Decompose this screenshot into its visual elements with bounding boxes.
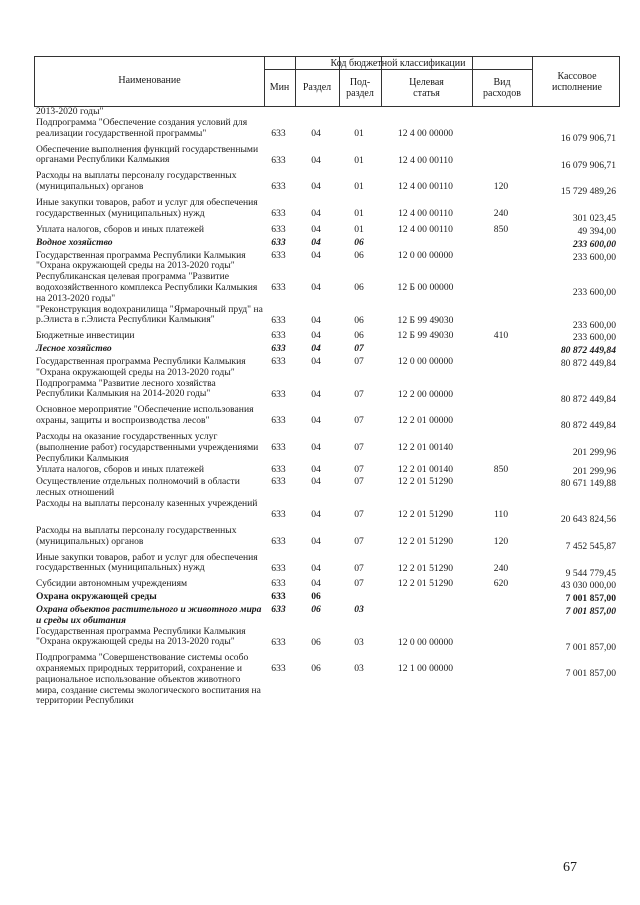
- cell-vid: [471, 344, 531, 357]
- cell-razdel: 04: [311, 330, 321, 342]
- table-row: [34, 592, 620, 605]
- header-celevaya: Целевая статья: [409, 77, 444, 99]
- cell-razdel: 04: [311, 208, 321, 220]
- cell-min: 633: [271, 535, 286, 547]
- cell-celevaya: 12 2 01 00140: [397, 463, 454, 475]
- cell-vid: [471, 653, 531, 707]
- cell-celevaya: 12 2 01 51290: [397, 535, 454, 547]
- cell-min: 633: [271, 603, 286, 615]
- header-razdel: Раздел: [302, 82, 332, 93]
- cell-celevaya: 12 0 00 00000: [397, 249, 454, 261]
- cell-razdel: 04: [311, 343, 321, 355]
- cell-min: 633: [271, 249, 286, 261]
- table-row: [34, 432, 620, 464]
- cell-min: 633: [271, 236, 286, 248]
- cell-celevaya: 12 2 01 51290: [397, 508, 454, 520]
- cell-sum: 301 023,45: [572, 213, 616, 225]
- cell-name: Иные закупки товаров, работ и услуг для обеспечения государственных (муниципальных) нужд: [36, 551, 258, 574]
- cell-min: 633: [271, 591, 286, 603]
- cell-vid: 850: [493, 223, 509, 235]
- cell-podrazdel: 03: [354, 663, 364, 675]
- table-row: [34, 499, 620, 526]
- header-divider: [532, 57, 533, 106]
- cell-name: Бюджетные инвестиции: [36, 330, 135, 342]
- cell-podrazdel: 06: [354, 282, 364, 294]
- cell-podrazdel: [338, 592, 380, 605]
- cell-min: 633: [271, 181, 286, 193]
- cell-vid: [471, 238, 531, 251]
- cell-sum: 20 643 824,56: [560, 513, 616, 525]
- header-name: Наименование: [118, 75, 181, 86]
- cell-min: 633: [271, 508, 286, 520]
- cell-sum: 233 600,00: [572, 332, 616, 344]
- cell-sum: 80 671 149,88: [560, 478, 616, 490]
- cell-vid: [471, 405, 531, 432]
- cell-min: 633: [271, 415, 286, 427]
- cell-min: 633: [271, 663, 286, 675]
- cell-podrazdel: 07: [354, 463, 364, 475]
- cell-min: 633: [271, 282, 286, 294]
- cell-min: 633: [271, 636, 286, 648]
- cell-sum: 201 299,96: [572, 447, 616, 459]
- header-group-divider: [264, 69, 532, 70]
- cell-min: [263, 107, 294, 118]
- cell-sum: 233 600,00: [572, 238, 616, 250]
- table-row: [34, 171, 620, 198]
- cell-celevaya: [380, 107, 471, 118]
- cell-celevaya: 12 Б 99 49030: [397, 330, 454, 342]
- table-row: [34, 477, 620, 499]
- cell-sum: 201 299,96: [572, 465, 616, 477]
- cell-sum: 49 394,00: [577, 225, 616, 237]
- cell-podrazdel: 01: [354, 127, 364, 139]
- cell-name: Расходы на выплаты персоналу казенных учреждений: [36, 497, 258, 509]
- table-row: [34, 379, 620, 406]
- header-vid: Вид расходов: [483, 77, 521, 99]
- header-kassa: Кассовое исполнение: [552, 71, 602, 93]
- cell-celevaya: 12 0 00 00000: [397, 355, 454, 367]
- cell-min: 633: [271, 154, 286, 166]
- cell-name: Основное мероприятие "Обеспечение использования охраны, защиты и воспроизводства лесов": [36, 404, 254, 427]
- cell-podrazdel: 01: [354, 154, 364, 166]
- table-row: [34, 238, 620, 251]
- cell-razdel: 04: [311, 415, 321, 427]
- cell-name: Государственная программа Республики Калмыкия "Охрана окружающей среды на 2013-2020 годы": [36, 625, 246, 648]
- cell-name: Водное хозяйство: [36, 236, 113, 248]
- cell-sum: 9 544 779,45: [565, 567, 616, 579]
- cell-vid: 240: [493, 562, 509, 574]
- cell-sum: 16 079 906,71: [560, 132, 616, 144]
- cell-podrazdel: 06: [354, 314, 364, 326]
- cell-razdel: 04: [311, 508, 321, 520]
- cell-sum: 233 600,00: [572, 319, 616, 331]
- header-podrazdel: Под-раздел: [346, 77, 374, 99]
- cell-razdel: 04: [311, 236, 321, 248]
- cell-razdel: 04: [311, 355, 321, 367]
- cell-sum: 7 001 857,00: [565, 641, 616, 653]
- cell-vid: [471, 305, 531, 332]
- cell-vid: 410: [493, 330, 509, 342]
- cell-sum: 7 001 857,00: [565, 605, 616, 617]
- cell-razdel: 04: [311, 562, 321, 574]
- cell-razdel: 04: [311, 578, 321, 590]
- cell-podrazdel: [338, 107, 380, 118]
- table-row: [34, 251, 620, 273]
- cell-vid: [471, 432, 531, 464]
- cell-vid: 850: [493, 463, 509, 475]
- table-row: [34, 145, 620, 172]
- table-row: [34, 605, 620, 627]
- cell-vid: [471, 251, 531, 273]
- cell-name: Республиканская целевая программа "Развитие водохозяйственного комплекса Республики Калмыкия на 2013-2020 годы": [36, 271, 258, 304]
- header-min: Мин: [269, 82, 290, 93]
- table-row: [34, 653, 620, 707]
- cell-celevaya: [380, 592, 471, 605]
- table-row: [34, 526, 620, 553]
- cell-razdel: 04: [311, 181, 321, 193]
- cell-sum: 233 600,00: [572, 287, 616, 299]
- cell-vid: [471, 357, 531, 379]
- cell-sum: [531, 107, 620, 118]
- cell-name: 2013-2020 годы": [36, 106, 104, 117]
- cell-celevaya: 12 4 00 00110: [398, 181, 453, 193]
- cell-vid: 240: [493, 208, 509, 220]
- cell-celevaya: 12 2 01 51290: [397, 578, 454, 590]
- cell-podrazdel: 07: [354, 578, 364, 590]
- cell-vid: [471, 379, 531, 406]
- cell-razdel: 06: [311, 591, 321, 603]
- cell-sum: 7 001 857,00: [565, 668, 616, 680]
- cell-celevaya: 12 2 01 51290: [397, 476, 454, 488]
- cell-podrazdel: 07: [354, 415, 364, 427]
- cell-min: 633: [271, 388, 286, 400]
- cell-podrazdel: 06: [354, 236, 364, 248]
- table-row: [34, 118, 620, 145]
- table-row: [34, 405, 620, 432]
- cell-name: Государственная программа Республики Калмыкия "Охрана окружающей среды на 2013-2020 годы": [36, 355, 246, 378]
- cell-razdel: 04: [311, 388, 321, 400]
- cell-vid: [471, 272, 531, 304]
- budget-table: [34, 56, 620, 707]
- cell-min: 633: [271, 355, 286, 367]
- cell-vid: [471, 118, 531, 145]
- cell-razdel: 04: [311, 282, 321, 294]
- cell-razdel: 04: [311, 154, 321, 166]
- cell-sum: 80 872 449,84: [560, 345, 616, 357]
- header-code-group: Код бюджетной классификации: [330, 58, 466, 69]
- cell-podrazdel: 07: [354, 508, 364, 520]
- cell-celevaya: 12 4 00 00000: [397, 127, 454, 139]
- cell-celevaya: 12 4 00 00110: [398, 223, 453, 235]
- table-row: [34, 272, 620, 304]
- cell-podrazdel: 01: [354, 181, 364, 193]
- cell-name: Государственная программа Республики Калмыкия "Охрана окружающей среды на 2013-2020 годы": [36, 249, 246, 272]
- cell-vid: [471, 145, 531, 172]
- cell-celevaya: 12 Б 00 00000: [397, 282, 454, 294]
- cell-podrazdel: 01: [354, 208, 364, 220]
- cell-razdel: 04: [311, 463, 321, 475]
- cell-razdel: 06: [311, 636, 321, 648]
- cell-sum: 80 872 449,84: [560, 420, 616, 432]
- cell-razdel: [294, 107, 338, 118]
- cell-vid: [471, 477, 531, 499]
- cell-name: Расходы на выплаты персоналу государственных (муниципальных) органов: [36, 524, 237, 547]
- cell-celevaya: 12 4 00 00110: [398, 154, 453, 166]
- cell-vid: [471, 107, 531, 118]
- table-row: [34, 331, 620, 344]
- cell-name: Расходы на выплаты персоналу государственных (муниципальных) органов: [36, 170, 237, 193]
- cell-celevaya: [380, 238, 471, 251]
- cell-name: Субсидии автономным учреждениям: [36, 578, 188, 590]
- cell-celevaya: 12 2 01 51290: [397, 562, 454, 574]
- cell-sum: 43 030 000,00: [560, 580, 616, 592]
- cell-podrazdel: 01: [354, 223, 364, 235]
- cell-celevaya: [380, 605, 471, 627]
- cell-celevaya: 12 4 00 00110: [398, 208, 453, 220]
- cell-razdel: 04: [311, 314, 321, 326]
- cell-celevaya: 12 2 01 00140: [397, 442, 454, 454]
- cell-min: 633: [271, 476, 286, 488]
- cell-min: 633: [271, 463, 286, 475]
- cell-razdel: 04: [311, 223, 321, 235]
- cell-podrazdel: 07: [354, 562, 364, 574]
- cell-celevaya: 12 Б 99 49030: [397, 314, 454, 326]
- cell-vid: 120: [493, 181, 509, 193]
- table-body: [34, 107, 620, 707]
- cell-name: Обеспечение выполнения функций государственными органами Республики Калмыкия: [36, 143, 259, 166]
- cell-sum: 233 600,00: [572, 251, 616, 263]
- cell-razdel: 04: [311, 127, 321, 139]
- table-header: [34, 56, 620, 107]
- cell-name: Уплата налогов, сборов и иных платежей: [36, 223, 205, 235]
- cell-min: 633: [271, 343, 286, 355]
- cell-name: Лесное хозяйство: [36, 343, 112, 355]
- cell-podrazdel: 07: [354, 343, 364, 355]
- cell-vid: [471, 592, 531, 605]
- table-row: [34, 357, 620, 379]
- table-row: [34, 305, 620, 332]
- table-row: [34, 225, 620, 238]
- cell-name: Подпрограмма "Обеспечение создания условий для реализации государственной программы": [36, 116, 248, 139]
- cell-podrazdel: 03: [354, 603, 364, 615]
- cell-min: 633: [271, 314, 286, 326]
- cell-razdel: 06: [311, 603, 321, 615]
- cell-name: Иные закупки товаров, работ и услуг для обеспечения государственных (муниципальных) нужд: [36, 197, 258, 219]
- cell-name: Осуществление отдельных полномочий в области лесных отношений: [36, 476, 240, 499]
- cell-podrazdel: 07: [354, 388, 364, 400]
- cell-celevaya: 12 2 00 00000: [397, 388, 454, 400]
- cell-podrazdel: 03: [354, 636, 364, 648]
- table-row: [34, 627, 620, 654]
- cell-name: Подпрограмма "Развитие лесного хозяйства Республики Калмыкия на 2014-2020 годы": [36, 377, 216, 400]
- cell-name: Расходы на оказание государственных услуг (выполнение работ) государственными учреждениями Республики Калмыкия: [36, 431, 259, 464]
- cell-podrazdel: 06: [354, 249, 364, 261]
- cell-sum: 80 872 449,84: [560, 357, 616, 369]
- cell-sum: 80 872 449,84: [560, 393, 616, 405]
- cell-vid: [471, 627, 531, 654]
- cell-vid: [471, 605, 531, 627]
- cell-razdel: 06: [311, 663, 321, 675]
- cell-min: 633: [271, 208, 286, 220]
- table-row: [34, 198, 620, 225]
- cell-celevaya: 12 0 00 00000: [397, 636, 454, 648]
- cell-vid: 110: [493, 508, 509, 520]
- cell-sum: 15 729 489,26: [560, 186, 616, 198]
- cell-podrazdel: 07: [354, 442, 364, 454]
- cell-min: 633: [271, 578, 286, 590]
- cell-podrazdel: 07: [354, 355, 364, 367]
- cell-vid: 120: [493, 535, 509, 547]
- cell-min: 633: [271, 562, 286, 574]
- cell-min: 633: [271, 442, 286, 454]
- cell-sum: 7 452 545,87: [565, 540, 616, 552]
- cell-min: 633: [271, 330, 286, 342]
- cell-celevaya: 12 1 00 00000: [397, 663, 454, 675]
- cell-min: 633: [271, 127, 286, 139]
- table-row: [34, 553, 620, 580]
- cell-razdel: 04: [311, 535, 321, 547]
- cell-name: Охрана объектов растительного и животного мира и среды их обитания: [36, 603, 262, 626]
- cell-podrazdel: 06: [354, 330, 364, 342]
- cell-name: "Реконструкция водохранилища "Ярмарочный пруд" на р.Элиста в г.Элиста Республики Калмыкия": [36, 303, 263, 326]
- cell-razdel: 04: [311, 476, 321, 488]
- cell-name: Подпрограмма "Совершенствование системы особо охраняемых природных территорий, сохранение и рациональное использование объектов животного мира, создание системы экологического воспитания на территории Республики: [36, 652, 261, 707]
- cell-name: Охрана окружающей среды: [36, 591, 157, 603]
- cell-name: Уплата налогов, сборов и иных платежей: [36, 463, 205, 475]
- cell-sum: 7 001 857,00: [565, 593, 616, 605]
- cell-min: 633: [271, 223, 286, 235]
- page-number: 67: [563, 860, 577, 875]
- cell-vid: 620: [493, 578, 509, 590]
- cell-razdel: 04: [311, 442, 321, 454]
- cell-celevaya: 12 2 01 00000: [397, 415, 454, 427]
- cell-podrazdel: 07: [354, 535, 364, 547]
- cell-podrazdel: 07: [354, 476, 364, 488]
- cell-razdel: 04: [311, 249, 321, 261]
- cell-sum: 16 079 906,71: [560, 159, 616, 171]
